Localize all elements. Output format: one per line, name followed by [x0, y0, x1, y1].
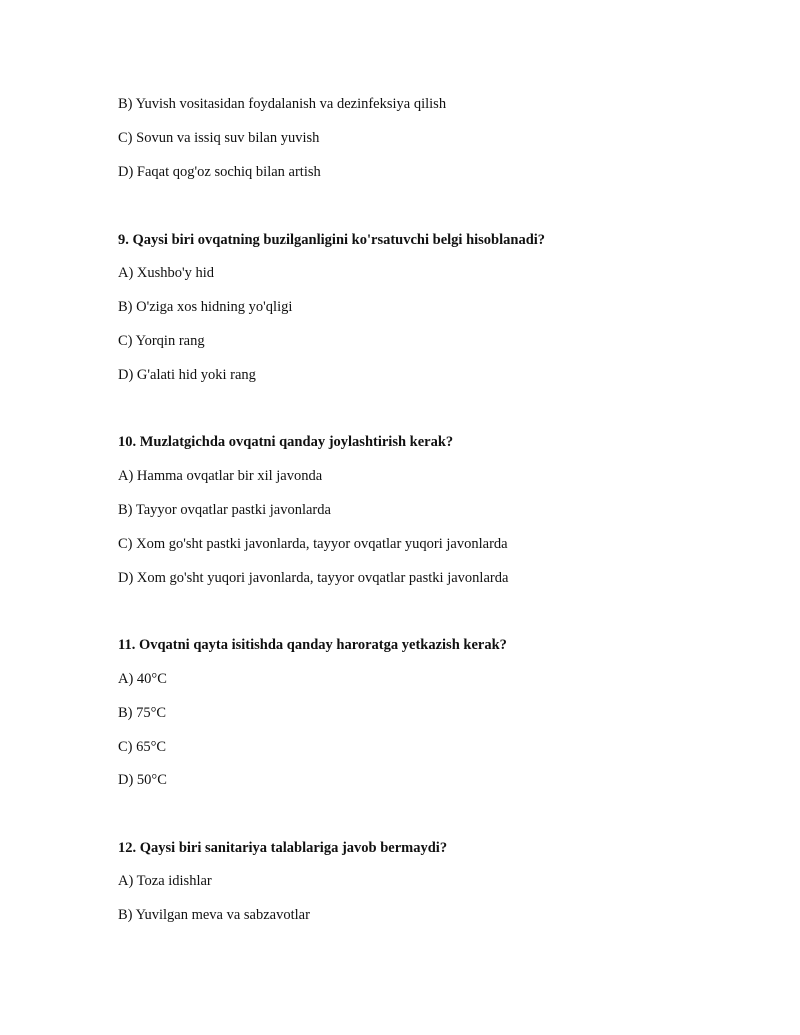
- option-9b: B) O'ziga xos hidning yo'qligi: [118, 299, 293, 315]
- option-10c: C) Xom go'sht pastki javonlarda, tayyor ovqatlar yuqori javonlarda: [118, 536, 508, 552]
- option-8d: D) Faqat qog'oz sochiq bilan artish: [118, 164, 321, 180]
- option-9a: A) Xushbo'y hid: [118, 265, 215, 281]
- option-11b: B) 75°C: [118, 705, 167, 721]
- option-8c: C) Sovun va issiq suv bilan yuvish: [118, 130, 320, 146]
- option-9c: C) Yorqin rang: [118, 333, 205, 349]
- question-12: 12. Qaysi biri sanitariya talablariga javob bermaydi?: [118, 840, 448, 856]
- option-10a: A) Hamma ovqatlar bir xil javonda: [118, 468, 323, 484]
- option-9d: D) G'alati hid yoki rang: [118, 367, 256, 383]
- question-10: 10. Muzlatgichda ovqatni qanday joylashtirish kerak?: [118, 434, 454, 450]
- option-10b: B) Tayyor ovqatlar pastki javonlarda: [118, 502, 331, 518]
- option-11c: C) 65°C: [118, 739, 167, 755]
- question-11: 11. Ovqatni qayta isitishda qanday haroratga yetkazish kerak?: [118, 637, 507, 653]
- document-page: [118, 0, 758, 1035]
- question-9: 9. Qaysi biri ovqatning buzilganligini ko'rsatuvchi belgi hisoblanadi?: [118, 232, 546, 248]
- option-12b: B) Yuvilgan meva va sabzavotlar: [118, 907, 310, 923]
- option-8b: B) Yuvish vositasidan foydalanish va dezinfeksiya qilish: [118, 96, 447, 112]
- option-11a: A) 40°C: [118, 671, 167, 687]
- option-11d: D) 50°C: [118, 772, 167, 788]
- option-12a: A) Toza idishlar: [118, 873, 212, 889]
- option-10d: D) Xom go'sht yuqori javonlarda, tayyor ovqatlar pastki javonlarda: [118, 570, 509, 586]
